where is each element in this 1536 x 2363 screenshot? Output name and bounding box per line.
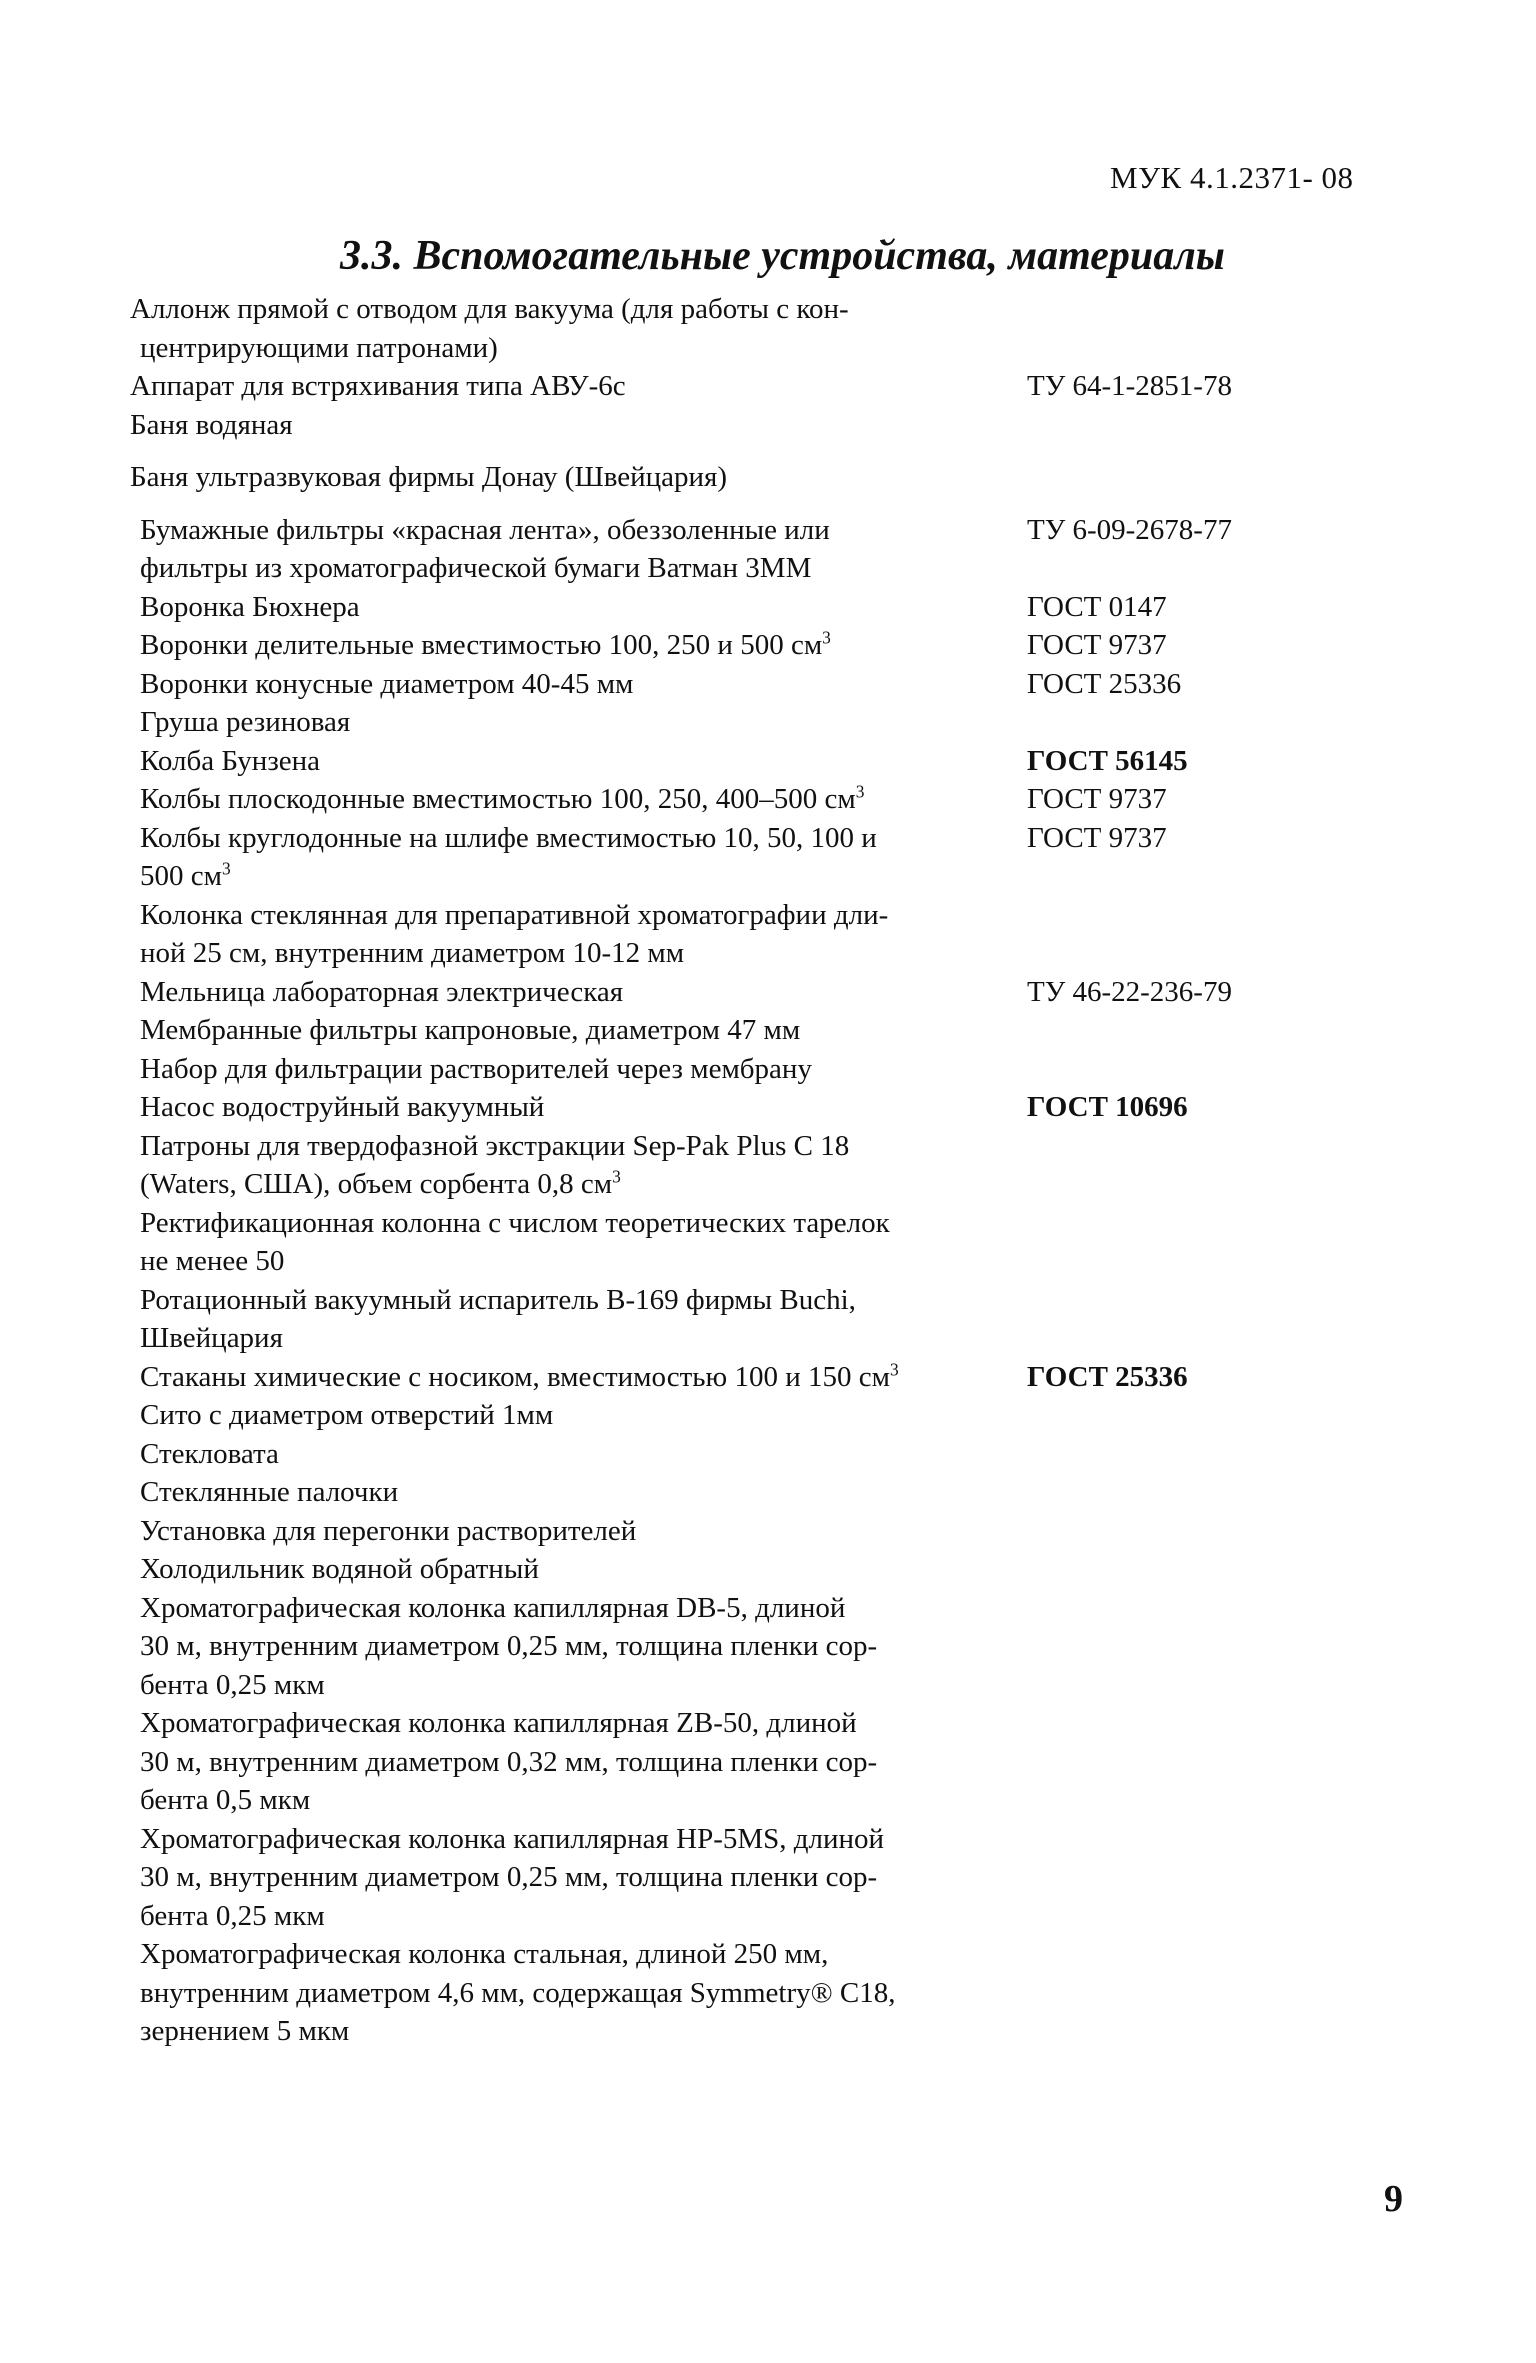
item-line: Насос водоструйный вакуумный xyxy=(140,1091,545,1123)
item-standard: ГОСТ 0147 xyxy=(1027,590,1167,623)
item-line: Мельница лабораторная электрическая xyxy=(140,975,624,1008)
item-text xyxy=(130,290,990,367)
list-item xyxy=(0,896,1536,973)
item-text xyxy=(140,1127,1000,1204)
list-item xyxy=(0,665,1536,704)
item-standard: ГОСТ 9737 xyxy=(1027,821,1167,854)
item-line: Колба Бунзена xyxy=(140,744,321,777)
item-line: Аллонж прямой с отводом для вакуума (для работы с кон- xyxy=(130,293,849,325)
list-item xyxy=(0,703,1536,742)
item-text xyxy=(140,703,1000,742)
list-item xyxy=(0,588,1536,627)
item-text xyxy=(140,1396,1000,1435)
item-standard: ТУ 64-1-2851-78 xyxy=(1027,370,1232,402)
list-item xyxy=(0,780,1536,819)
item-text xyxy=(140,1820,1000,1936)
list-item xyxy=(0,1473,1536,1512)
item-text xyxy=(140,1435,1000,1474)
item-line: центрирующими патронами) xyxy=(140,331,498,364)
item-line: Стаканы химические с носиком, вместимостью 100 и 150 $см^3$ xyxy=(140,1358,899,1393)
item-line: Воронки делительные вместимостью 100, 250 и 500 $см^3$ xyxy=(140,627,831,661)
item-text xyxy=(140,1358,1000,1397)
list-item xyxy=(0,1050,1536,1089)
page-number: 9 xyxy=(1384,2178,1403,2220)
item-text xyxy=(140,1935,1000,2051)
list-item xyxy=(0,406,1536,445)
item-text xyxy=(140,1011,1000,1050)
equipment-list xyxy=(0,290,1536,2051)
item-line: Бумажные фильтры «красная лента», обеззоленные или xyxy=(140,513,830,546)
item-text xyxy=(140,511,1000,588)
item-text xyxy=(140,896,1000,973)
item-line: Хроматографическая колонка капиллярная DB-5, длиной xyxy=(140,1591,846,1624)
item-standard: ГОСТ 9737 xyxy=(1027,629,1167,661)
item-text xyxy=(130,406,990,445)
item-line: Воронка Бюхнера xyxy=(140,590,360,623)
document-code: МУК 4.1.2371- 08 xyxy=(1110,160,1354,195)
item-text xyxy=(130,367,990,406)
list-item xyxy=(0,1281,1536,1358)
item-text xyxy=(140,1473,1000,1512)
item-line: Установка для перегонки растворителей xyxy=(140,1514,637,1547)
list-item xyxy=(0,742,1536,781)
item-line: Баня ультразвуковая фирмы Донау (Швейцария) xyxy=(130,461,728,493)
item-line: бента 0,25 мкм xyxy=(140,1668,325,1701)
section-title: 3.3. Вспомогательные устройства, материалы xyxy=(340,233,1225,279)
item-line: Хроматографическая колонка капиллярная HP-5MS, длиной xyxy=(140,1822,885,1855)
list-item xyxy=(0,1935,1536,2051)
item-standard: ТУ 46-22-236-79 xyxy=(1027,975,1232,1008)
list-item xyxy=(0,1704,1536,1820)
list-item xyxy=(0,1396,1536,1435)
item-line: фильтры из хроматографической бумаги Ватман 3ММ xyxy=(140,552,812,584)
item-line: Баня водяная xyxy=(130,408,293,441)
item-line: ной 25 см, внутренним диаметром 10-12 мм xyxy=(140,937,685,969)
item-line: Колонка стеклянная для препаративной хроматографии дли- xyxy=(140,898,889,931)
item-text xyxy=(140,1088,1000,1127)
list-item xyxy=(0,1820,1536,1936)
item-line: Мембранные фильтры капроновые, диаметром 47 мм xyxy=(140,1014,801,1046)
list-item xyxy=(0,626,1536,665)
item-text xyxy=(140,626,1000,665)
item-line: (Waters, США), объем сорбента 0,8 $см^3$ xyxy=(140,1166,621,1200)
item-standard: ГОСТ 9737 xyxy=(1027,783,1167,815)
item-line: бента 0,25 мкм xyxy=(140,1899,325,1932)
item-line: Патроны для твердофазной экстракции Sep-Pak Plus C 18 xyxy=(140,1129,850,1162)
item-text xyxy=(140,1589,1000,1705)
list-item xyxy=(0,1011,1536,1050)
list-item xyxy=(0,290,1536,367)
item-line: бента 0,5 мкм xyxy=(140,1784,311,1816)
item-line: Ротационный вакуумный испаритель В-169 фирмы Buchi, xyxy=(140,1283,856,1316)
item-line: Хроматографическая колонка капиллярная ZB-50, длиной xyxy=(140,1707,857,1739)
list-item xyxy=(0,973,1536,1012)
item-line: зернением 5 мкм xyxy=(140,2015,350,2047)
item-line: Сито с диаметром отверстий 1мм xyxy=(140,1399,554,1431)
list-item xyxy=(0,1204,1536,1281)
item-text xyxy=(140,1512,1000,1551)
item-line: Холодильник водяной обратный xyxy=(140,1553,539,1585)
list-item xyxy=(0,1088,1536,1127)
item-text xyxy=(140,665,1000,704)
item-standard: ГОСТ 56145 xyxy=(1027,744,1188,777)
item-line: Набор для фильтрации растворителей через мембрану xyxy=(140,1052,812,1085)
list-item xyxy=(0,511,1536,588)
list-item xyxy=(0,1435,1536,1474)
item-line: 30 м, внутренним диаметром 0,25 мм, толщина пленки сор- xyxy=(140,1630,878,1662)
item-line: Ректификационная колонна с числом теоретических тарелок xyxy=(140,1206,890,1239)
item-line: 30 м, внутренним диаметром 0,32 мм, толщина пленки сор- xyxy=(140,1745,878,1778)
list-item xyxy=(0,1358,1536,1397)
item-line: не менее 50 xyxy=(140,1245,285,1277)
item-line: Колбы плоскодонные вместимостью 100, 250, 400–500 $см^3$ xyxy=(140,781,865,815)
list-item xyxy=(0,1550,1536,1589)
item-standard: ГОСТ 25336 xyxy=(1027,1360,1188,1393)
item-standard: ГОСТ 10696 xyxy=(1027,1091,1188,1123)
list-item xyxy=(0,1589,1536,1705)
list-item xyxy=(0,458,1536,497)
item-line: Стеклянные палочки xyxy=(140,1476,399,1508)
item-text xyxy=(140,588,1000,627)
item-line: Швейцария xyxy=(140,1322,283,1354)
item-line: 500 $см^3$ xyxy=(140,858,231,892)
list-item xyxy=(0,1512,1536,1551)
item-text xyxy=(140,973,1000,1012)
item-text xyxy=(140,1704,1000,1820)
item-text xyxy=(130,458,990,497)
item-line: Колбы круглодонные на шлифе вместимостью 10, 50, 100 и xyxy=(140,821,877,854)
item-line: Стекловата xyxy=(140,1437,279,1470)
item-line: 30 м, внутренним диаметром 0,25 мм, толщина пленки сор- xyxy=(140,1861,878,1893)
item-line: Аппарат для встряхивания типа АВУ-6с xyxy=(130,370,626,402)
item-text xyxy=(140,1050,1000,1089)
item-standard: ГОСТ 25336 xyxy=(1027,667,1182,700)
item-text xyxy=(140,1281,1000,1358)
item-line: внутренним диаметром 4,6 мм, содержащая Symmetry® C18, xyxy=(140,1976,896,2009)
item-line: Воронки конусные диаметром 40-45 мм xyxy=(140,667,634,700)
list-item xyxy=(0,1127,1536,1204)
item-text xyxy=(140,1204,1000,1281)
item-line: Хроматографическая колонка стальная, длиной 250 мм, xyxy=(140,1938,829,1970)
item-text xyxy=(140,780,1000,819)
list-item xyxy=(0,367,1536,406)
item-line: Груша резиновая xyxy=(140,706,351,738)
item-text xyxy=(140,742,1000,781)
item-text xyxy=(140,1550,1000,1589)
item-standard: ТУ 6-09-2678-77 xyxy=(1027,513,1232,546)
item-text xyxy=(140,819,1000,896)
list-item xyxy=(0,819,1536,896)
